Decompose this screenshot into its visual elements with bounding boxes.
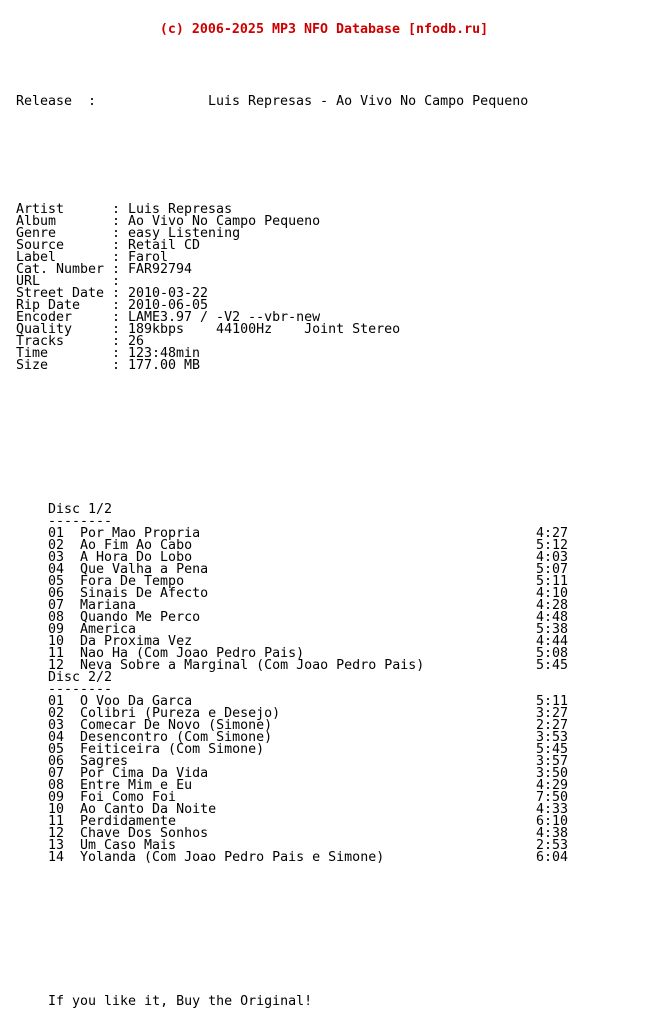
info-key: Label bbox=[16, 250, 57, 265]
track-row bbox=[0, 816, 648, 828]
track-number: 07 bbox=[48, 766, 65, 781]
info-colon: : bbox=[112, 274, 121, 289]
release-value: Luis Represas - Ao Vivo No Campo Pequeno bbox=[208, 94, 529, 109]
track-number: 10 bbox=[48, 634, 65, 649]
info-colon: : bbox=[112, 262, 121, 277]
track-number: 02 bbox=[48, 538, 65, 553]
track-duration: 4:38 bbox=[536, 826, 569, 841]
track-row bbox=[0, 852, 648, 864]
track-number: 01 bbox=[48, 526, 65, 541]
track-duration: 3:53 bbox=[536, 730, 569, 745]
track-title: Foi Como Foi bbox=[80, 790, 177, 805]
track-row bbox=[0, 840, 648, 852]
footer-text: If you like it, Buy the Original! bbox=[48, 994, 313, 1009]
track-number: 07 bbox=[48, 598, 65, 613]
track-number: 10 bbox=[48, 802, 65, 817]
footer-line bbox=[0, 996, 648, 1008]
info-row bbox=[0, 204, 648, 216]
track-duration: 3:27 bbox=[536, 706, 569, 721]
track-duration: 4:10 bbox=[536, 586, 569, 601]
info-value: LAME3.97 / -V2 --vbr-new bbox=[128, 310, 321, 325]
track-title: Ao Canto Da Noite bbox=[80, 802, 217, 817]
track-number: 14 bbox=[48, 850, 65, 865]
track-title: Entre Mim e Eu bbox=[80, 778, 193, 793]
info-row bbox=[0, 360, 648, 372]
info-value: 123:48min bbox=[128, 346, 201, 361]
track-title: Fora De Tempo bbox=[80, 574, 185, 589]
info-key: Rip Date bbox=[16, 298, 81, 313]
info-value: 26 bbox=[128, 334, 145, 349]
info-row bbox=[0, 216, 648, 228]
info-colon: : bbox=[112, 214, 121, 229]
info-row bbox=[0, 336, 648, 348]
track-duration: 2:27 bbox=[536, 718, 569, 733]
track-title: Perdidamente bbox=[80, 814, 177, 829]
track-title: Por Mao Propria bbox=[80, 526, 201, 541]
track-number: 08 bbox=[48, 778, 65, 793]
info-colon: : bbox=[112, 298, 121, 313]
track-duration: 4:44 bbox=[536, 634, 569, 649]
track-duration: 4:03 bbox=[536, 550, 569, 565]
track-number: 09 bbox=[48, 790, 65, 805]
disc-title-text: Disc 1/2 bbox=[48, 502, 113, 517]
track-number: 05 bbox=[48, 742, 65, 757]
info-colon: : bbox=[112, 250, 121, 265]
track-title: Feiticeira (Com Simone) bbox=[80, 742, 265, 757]
track-duration: 5:11 bbox=[536, 694, 569, 709]
info-value: Farol bbox=[128, 250, 169, 265]
track-number: 03 bbox=[48, 718, 65, 733]
track-title: Sagres bbox=[80, 754, 129, 769]
info-row bbox=[0, 348, 648, 360]
track-number: 02 bbox=[48, 706, 65, 721]
track-number: 03 bbox=[48, 550, 65, 565]
track-duration: 4:48 bbox=[536, 610, 569, 625]
track-number: 06 bbox=[48, 586, 65, 601]
info-key: Street Date bbox=[16, 286, 105, 301]
info-row bbox=[0, 300, 648, 312]
track-duration: 4:29 bbox=[536, 778, 569, 793]
track-title: Yolanda (Com Joao Pedro Pais e Simone) bbox=[80, 850, 385, 865]
info-key: Time bbox=[16, 346, 49, 361]
track-number: 01 bbox=[48, 694, 65, 709]
info-key: Genre bbox=[16, 226, 57, 241]
info-colon: : bbox=[112, 334, 121, 349]
info-value: FAR92794 bbox=[128, 262, 193, 277]
separator-text: -------- bbox=[48, 682, 113, 697]
info-colon: : bbox=[112, 286, 121, 301]
info-colon: : bbox=[112, 322, 121, 337]
track-number: 06 bbox=[48, 754, 65, 769]
track-number: 12 bbox=[48, 658, 65, 673]
track-number: 04 bbox=[48, 730, 65, 745]
info-key: Cat. Number bbox=[16, 262, 105, 277]
info-row bbox=[0, 288, 648, 300]
track-title: A Hora Do Lobo bbox=[80, 550, 193, 565]
info-row bbox=[0, 240, 648, 252]
info-value: 2010-03-22 bbox=[128, 286, 209, 301]
info-key: Source bbox=[16, 238, 65, 253]
track-number: 11 bbox=[48, 814, 65, 829]
info-key: Artist bbox=[16, 202, 65, 217]
track-title: Desencontro (Com Simone) bbox=[80, 730, 273, 745]
track-duration: 2:53 bbox=[536, 838, 569, 853]
track-row bbox=[0, 804, 648, 816]
track-number: 04 bbox=[48, 562, 65, 577]
separator-text: -------- bbox=[48, 514, 113, 529]
track-duration: 3:57 bbox=[536, 754, 569, 769]
track-title: Neva Sobre a Marginal (Com Joao Pedro Pais) bbox=[80, 658, 425, 673]
track-title: America bbox=[80, 622, 137, 637]
info-colon: : bbox=[112, 202, 121, 217]
info-colon: : bbox=[112, 238, 121, 253]
track-title: Da Proxima Vez bbox=[80, 634, 193, 649]
disc-title-text: Disc 2/2 bbox=[48, 670, 113, 685]
track-title: Por Cima Da Vida bbox=[80, 766, 209, 781]
info-key: Quality bbox=[16, 322, 73, 337]
track-title: Mariana bbox=[80, 598, 137, 613]
info-value: 2010-06-05 bbox=[128, 298, 209, 313]
site-header[interactable]: (c) 2006-2025 MP3 NFO Database [nfodb.ru] bbox=[159, 22, 489, 37]
info-key: Encoder bbox=[16, 310, 73, 325]
track-duration: 5:38 bbox=[536, 622, 569, 637]
track-number: 13 bbox=[48, 838, 65, 853]
track-duration: 4:27 bbox=[536, 526, 569, 541]
track-title: Sinais De Afecto bbox=[80, 586, 209, 601]
track-duration: 5:45 bbox=[536, 742, 569, 757]
track-title: Ao Fim Ao Cabo bbox=[80, 538, 193, 553]
track-title: O Voo Da Garca bbox=[80, 694, 193, 709]
info-value: Luis Represas bbox=[128, 202, 233, 217]
track-duration: 6:10 bbox=[536, 814, 569, 829]
track-title: Quando Me Perco bbox=[80, 610, 201, 625]
info-row bbox=[0, 228, 648, 240]
track-duration: 5:11 bbox=[536, 574, 569, 589]
info-block bbox=[0, 204, 648, 372]
info-value: Ao Vivo No Campo Pequeno bbox=[128, 214, 321, 229]
info-key: Album bbox=[16, 214, 57, 229]
track-duration: 6:04 bbox=[536, 850, 569, 865]
info-key: Size bbox=[16, 358, 49, 373]
track-title: Nao Ha (Com Joao Pedro Pais) bbox=[80, 646, 305, 661]
track-duration: 4:28 bbox=[536, 598, 569, 613]
info-value: 189kbps 44100Hz Joint Stereo bbox=[128, 322, 401, 337]
info-colon: : bbox=[112, 346, 121, 361]
release-label: Release : bbox=[16, 94, 97, 109]
track-title: Comecar De Novo (Simone) bbox=[80, 718, 273, 733]
track-duration: 5:07 bbox=[536, 562, 569, 577]
track-number: 11 bbox=[48, 646, 65, 661]
track-number: 08 bbox=[48, 610, 65, 625]
release-line bbox=[0, 96, 648, 108]
track-duration: 3:50 bbox=[536, 766, 569, 781]
info-colon: : bbox=[112, 310, 121, 325]
track-title: Chave Dos Sonhos bbox=[80, 826, 209, 841]
info-value: Retail CD bbox=[128, 238, 201, 253]
info-key: URL bbox=[16, 274, 41, 289]
info-value: easy Listening bbox=[128, 226, 241, 241]
info-colon: : bbox=[112, 226, 121, 241]
info-colon: : bbox=[112, 358, 121, 373]
info-value: 177.00 MB bbox=[128, 358, 201, 373]
track-duration: 5:12 bbox=[536, 538, 569, 553]
track-number: 12 bbox=[48, 826, 65, 841]
track-number: 09 bbox=[48, 622, 65, 637]
discs-block bbox=[0, 504, 648, 864]
track-title: Que Valha a Pena bbox=[80, 562, 209, 577]
track-number: 05 bbox=[48, 574, 65, 589]
track-title: Colibri (Pureza e Desejo) bbox=[80, 706, 281, 721]
track-duration: 4:33 bbox=[536, 802, 569, 817]
track-duration: 7:50 bbox=[536, 790, 569, 805]
track-row bbox=[0, 792, 648, 804]
info-row bbox=[0, 264, 648, 276]
track-duration: 5:08 bbox=[536, 646, 569, 661]
info-key: Tracks bbox=[16, 334, 65, 349]
track-row bbox=[0, 828, 648, 840]
info-row bbox=[0, 324, 648, 336]
track-title: Um Caso Mais bbox=[80, 838, 177, 853]
track-duration: 5:45 bbox=[536, 658, 569, 673]
